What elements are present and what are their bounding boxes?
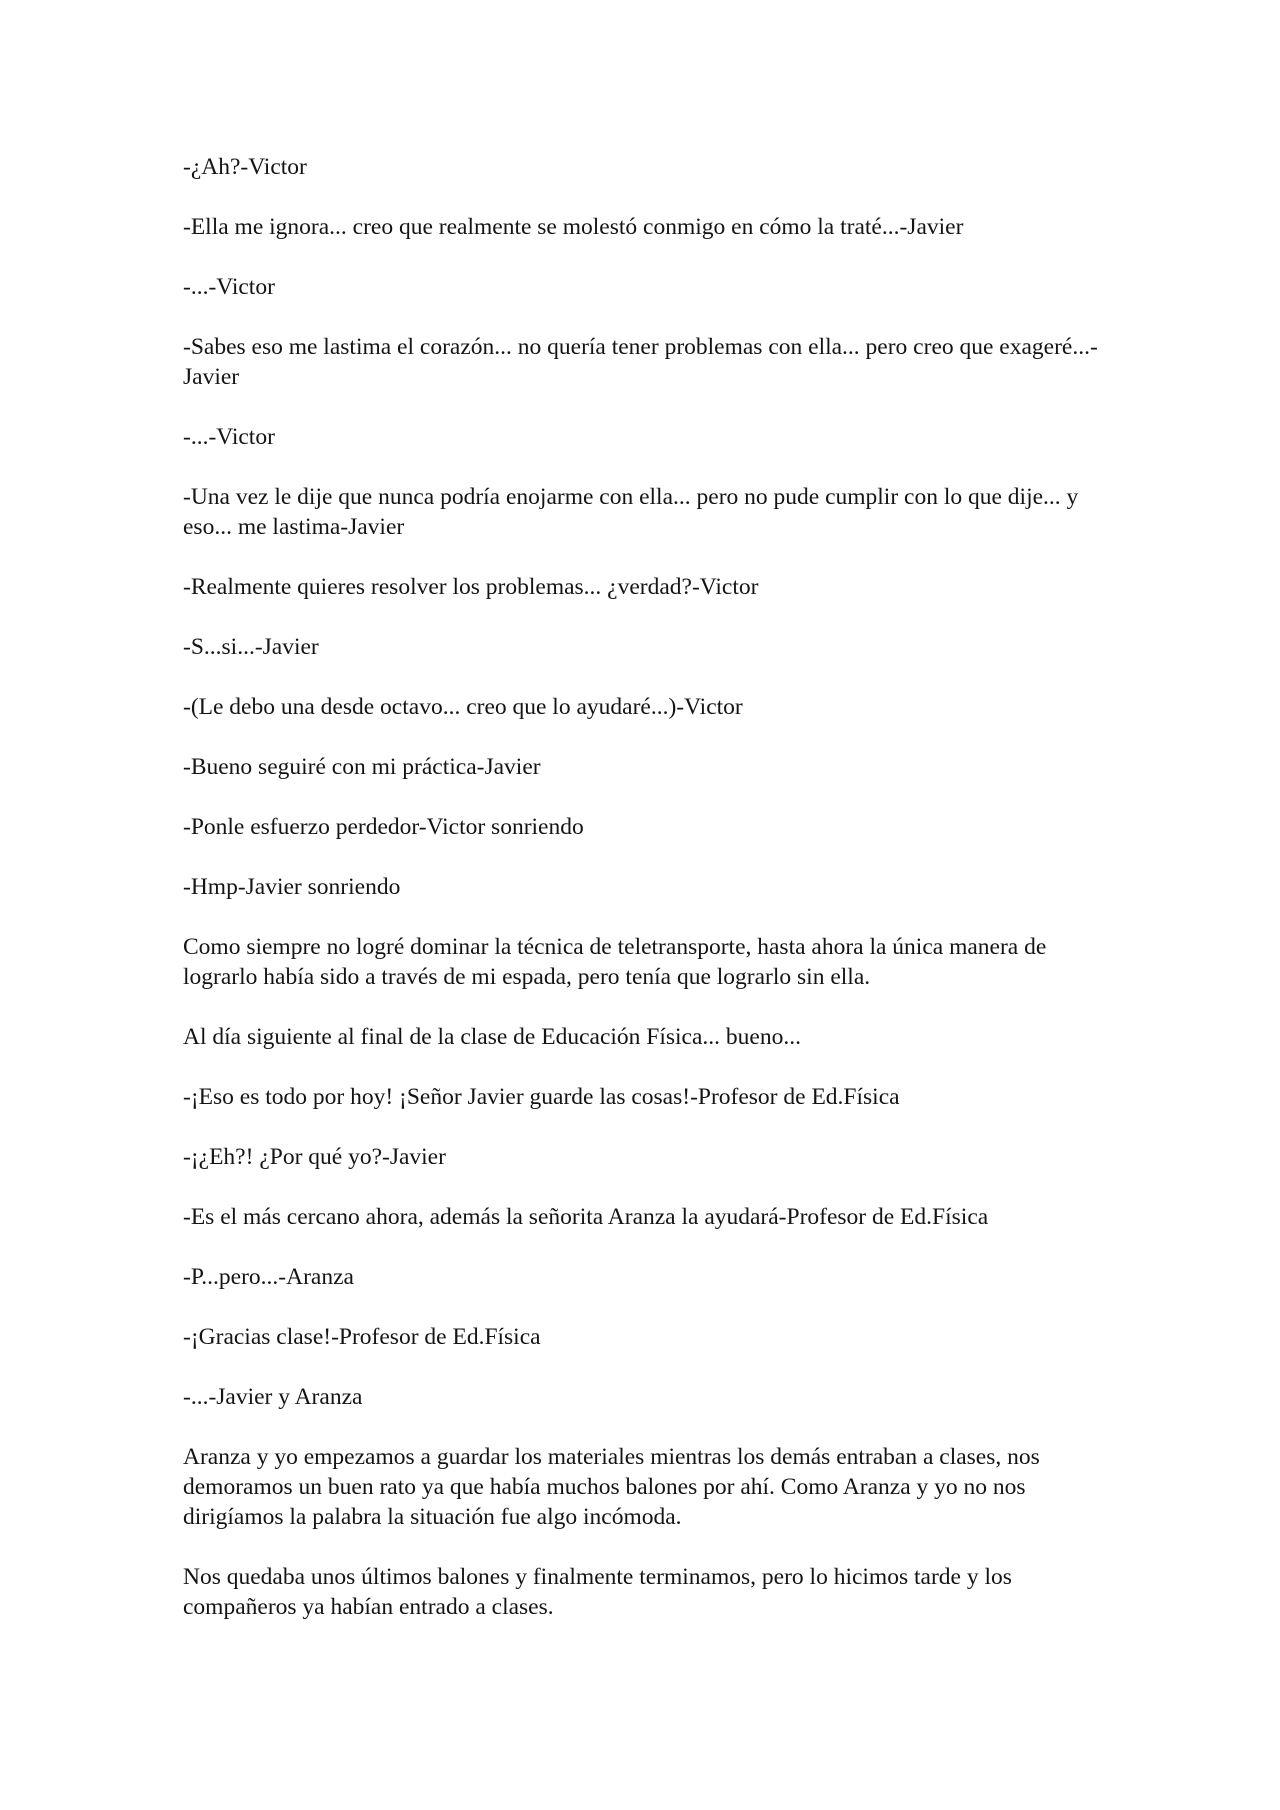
paragraph-7: -Realmente quieres resolver los problemas... ¿verdad?-Victor [183,574,759,600]
document-body [183,152,1103,1652]
paragraph-12: -Hmp-Javier sonriendo [183,874,401,900]
paragraph-10: -Bueno seguiré con mi práctica-Javier [183,754,541,780]
paragraph-2: -Ella me ignora... creo que realmente se molestó conmigo en cómo la traté...-Javier [183,214,964,240]
paragraph-9: -(Le debo una desde octavo... creo que lo ayudaré...)-Victor [183,694,743,720]
paragraph-19: -¡Gracias clase!-Profesor de Ed.Física [183,1324,541,1350]
paragraph-11: -Ponle esfuerzo perdedor-Victor sonriendo [183,814,584,840]
paragraph-3: -...-Victor [183,274,275,300]
paragraph-1: -¿Ah?-Victor [183,154,307,180]
paragraph-18: -P...pero...-Aranza [183,1264,354,1290]
paragraph-8: -S...si...-Javier [183,634,319,660]
paragraph-4: -Sabes eso me lastima el corazón... no quería tener problemas con ella... pero creo que exageré...-Javier [183,334,1098,390]
paragraph-15: -¡Eso es todo por hoy! ¡Señor Javier guarde las cosas!-Profesor de Ed.Física [183,1084,900,1110]
paragraph-17: -Es el más cercano ahora, además la señorita Aranza la ayudará-Profesor de Ed.Física [183,1204,989,1230]
paragraph-22: Nos quedaba unos últimos balones y finalmente terminamos, pero lo hicimos tarde y los compañeros ya habían entrado a clases. [183,1564,1012,1620]
paragraph-14: Al día siguiente al final de la clase de Educación Física... bueno... [183,1024,801,1050]
paragraph-13: Como siempre no logré dominar la técnica de teletransporte, hasta ahora la única manera de lograrlo había sido a través de mi espada, pero tenía que lograrlo sin ella. [183,934,1047,990]
paragraph-5: -...-Victor [183,424,275,450]
paragraph-20: -...-Javier y Aranza [183,1384,363,1410]
paragraph-6: -Una vez le dije que nunca podría enojarme con ella... pero no pude cumplir con lo que dije... y eso... me lastima-Javier [183,484,1079,540]
paragraph-16: -¡¿Eh?! ¿Por qué yo?-Javier [183,1144,446,1170]
paragraph-21: Aranza y yo empezamos a guardar los materiales mientras los demás entraban a clases, nos demoramos un buen rato ya que había muchos balones por ahí. Como Aranza y yo no nos dirigíamos la palabra la situación fue algo incómoda. [183,1444,1040,1530]
